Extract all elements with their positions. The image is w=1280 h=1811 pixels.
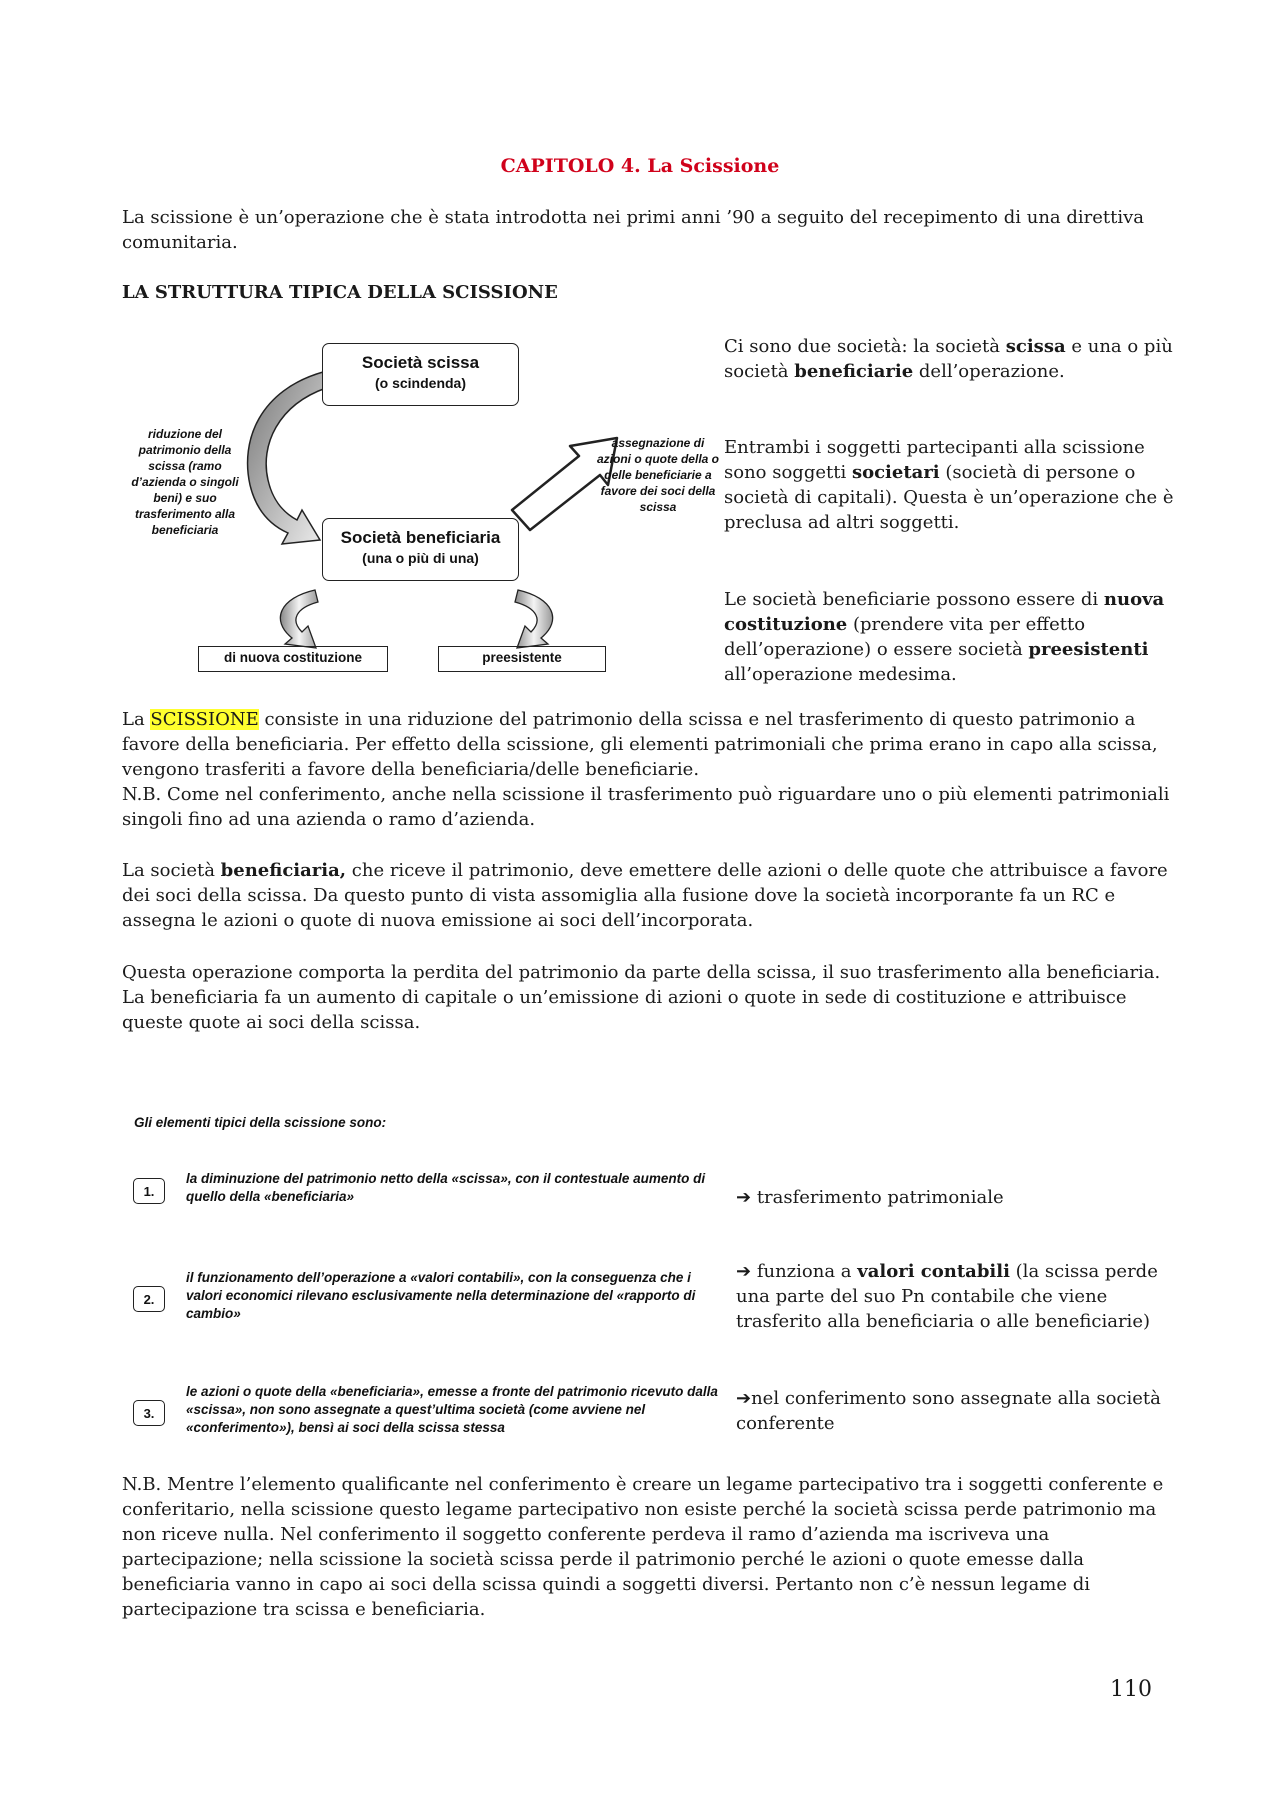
arrow-right-icon: ➔ [736, 1187, 752, 1208]
intro-paragraph: La scissione è un’operazione che è stata introdotta nei primi anni ’90 a seguito del recepimento di una direttiva comunitaria. [122, 207, 1145, 253]
element-text-1: la diminuzione del patrimonio netto della «scissa», con il contestuale aumento di quello della «beneficiaria» [186, 1171, 706, 1204]
section-heading: LA STRUTTURA TIPICA DELLA SCISSIONE [122, 282, 558, 303]
element-number-2: 2. [133, 1286, 165, 1312]
right-paragraph-3: Le società beneficiarie possono essere di nuova costituzione (prendere vita per effetto dell’operazione) o essere società preesistenti all’operazione medesima. [724, 589, 1165, 685]
highlight-scissione: SCISSIONE [150, 709, 259, 730]
body-paragraph-1: La SCISSIONE consiste in una riduzione del patrimonio della scissa e nel trasferimento di questo patrimonio a favore della beneficiaria. Per effetto della scissione, gli elementi patrimoniali che prima erano in capo alla scissa, vengono trasferiti a favore della beneficiaria/delle beneficiarie. N.B. Come nel conferimento, anche nella scissione il trasferimento può riguardare uno o più elementi patrimoniali singoli fino ad una azienda o ramo d’azienda. [122, 709, 1170, 830]
arrow-right-icon: ➔ [736, 1388, 752, 1409]
element-note-1: ➔ trasferimento patrimoniale [736, 1187, 1004, 1208]
box-scissa-title: Società scissa [361, 353, 480, 372]
arrow-right-icon: ➔ [736, 1261, 752, 1282]
elements-heading: Gli elementi tipici della scissione sono: [134, 1115, 387, 1130]
element-note-3: ➔nel conferimento sono assegnate alla società conferente [736, 1388, 1161, 1434]
body-paragraph-2: La società beneficiaria, che riceve il patrimonio, deve emettere delle azioni o delle quote che attribuisce a favore dei soci della scissa. Da questo punto di vista assomiglia alla fusione dove la società incorporante fa un RC e assegna le azioni o quote di nuova emissione ai soci dell’incorporata. [122, 860, 1168, 931]
box-beneficiaria-subtitle: (una o più di una) [362, 550, 479, 566]
element-number-1: 1. [133, 1178, 165, 1204]
chapter-title: CAPITOLO 4. La Scissione [500, 155, 780, 177]
box-preesistente: preesistente [438, 646, 606, 672]
box-nuova-costituzione: di nuova costituzione [198, 646, 388, 672]
element-number-3: 3. [133, 1400, 165, 1426]
final-nb-paragraph: N.B. Mentre l’elemento qualificante nel conferimento è creare un legame partecipativo tra i soggetti conferente e conferitario, nella scissione questo legame partecipativo non esiste perché la società scissa perde patrimonio ma non riceve nulla. Nel conferimento il soggetto conferente perdeva il ramo d’azienda ma iscriveva una partecipazione; nella scissione la società scissa perde il patrimonio perché le azioni o quote emesse dalla beneficiaria vanno in capo ai soci della scissa quindi a soggetti diversi. Pertanto non c’è nessun legame di partecipazione tra scissa e beneficiaria. [122, 1474, 1164, 1620]
curved-arrow-right-icon [515, 590, 553, 648]
scission-diagram [120, 330, 720, 690]
curved-arrow-icon [248, 372, 326, 544]
box-beneficiaria-title: Società beneficiaria [340, 528, 501, 547]
element-text-3: le azioni o quote della «beneficiaria», emesse a fronte del patrimonio ricevuto dalla «scissa», non sono assegnate a quest’ultima società (come avviene nel «conferimento»), bensì ai soci della scissa stessa [186, 1384, 718, 1435]
body-nb-1: N.B. Come nel conferimento, anche nella scissione il trasferimento può riguardare uno o più elementi patrimoniali singoli fino ad una azienda o ramo d’azienda. [122, 784, 1170, 830]
element-text-2: il funzionamento dell’operazione a «valori contabili», con la conseguenza che i valori economici rilevano esclusivamente nella determinazione del «rapporto di cambio» [186, 1270, 696, 1321]
page-number: 110 [1110, 1677, 1152, 1702]
element-note-2: ➔ funziona a valori contabili (la scissa perde una parte del suo Pn contabile che viene trasferito alla beneficiaria o alle beneficiarie) [736, 1261, 1158, 1332]
right-paragraph-2: Entrambi i soggetti partecipanti alla scissione sono soggetti societari (società di persone o società di capitali). Questa è un’operazione che è preclusa ad altri soggetti. [724, 437, 1174, 533]
box-societa-beneficiaria [322, 518, 519, 581]
note-riduzione: riduzione del patrimonio della scissa (ramo d’azienda o singoli beni) e suo trasferimento alla beneficiaria [131, 427, 239, 537]
box-scissa-subtitle: (o scindenda) [374, 375, 466, 391]
note-assegnazione: assegnazione di azioni o quote della o delle beneficiarie a favore dei soci della scissa [596, 436, 719, 514]
right-paragraph-1: Ci sono due società: la società scissa e una o più società beneficiarie dell’operazione. [724, 336, 1173, 382]
curved-arrow-left-icon [280, 590, 318, 648]
body-paragraph-3: Questa operazione comporta la perdita del patrimonio da parte della scissa, il suo trasferimento alla beneficiaria. La beneficiaria fa un aumento di capitale o un’emissione di azioni o quote in sede di costituzione e attribuisce queste quote ai soci della scissa. [122, 962, 1161, 1033]
box-societa-scissa [322, 343, 519, 406]
